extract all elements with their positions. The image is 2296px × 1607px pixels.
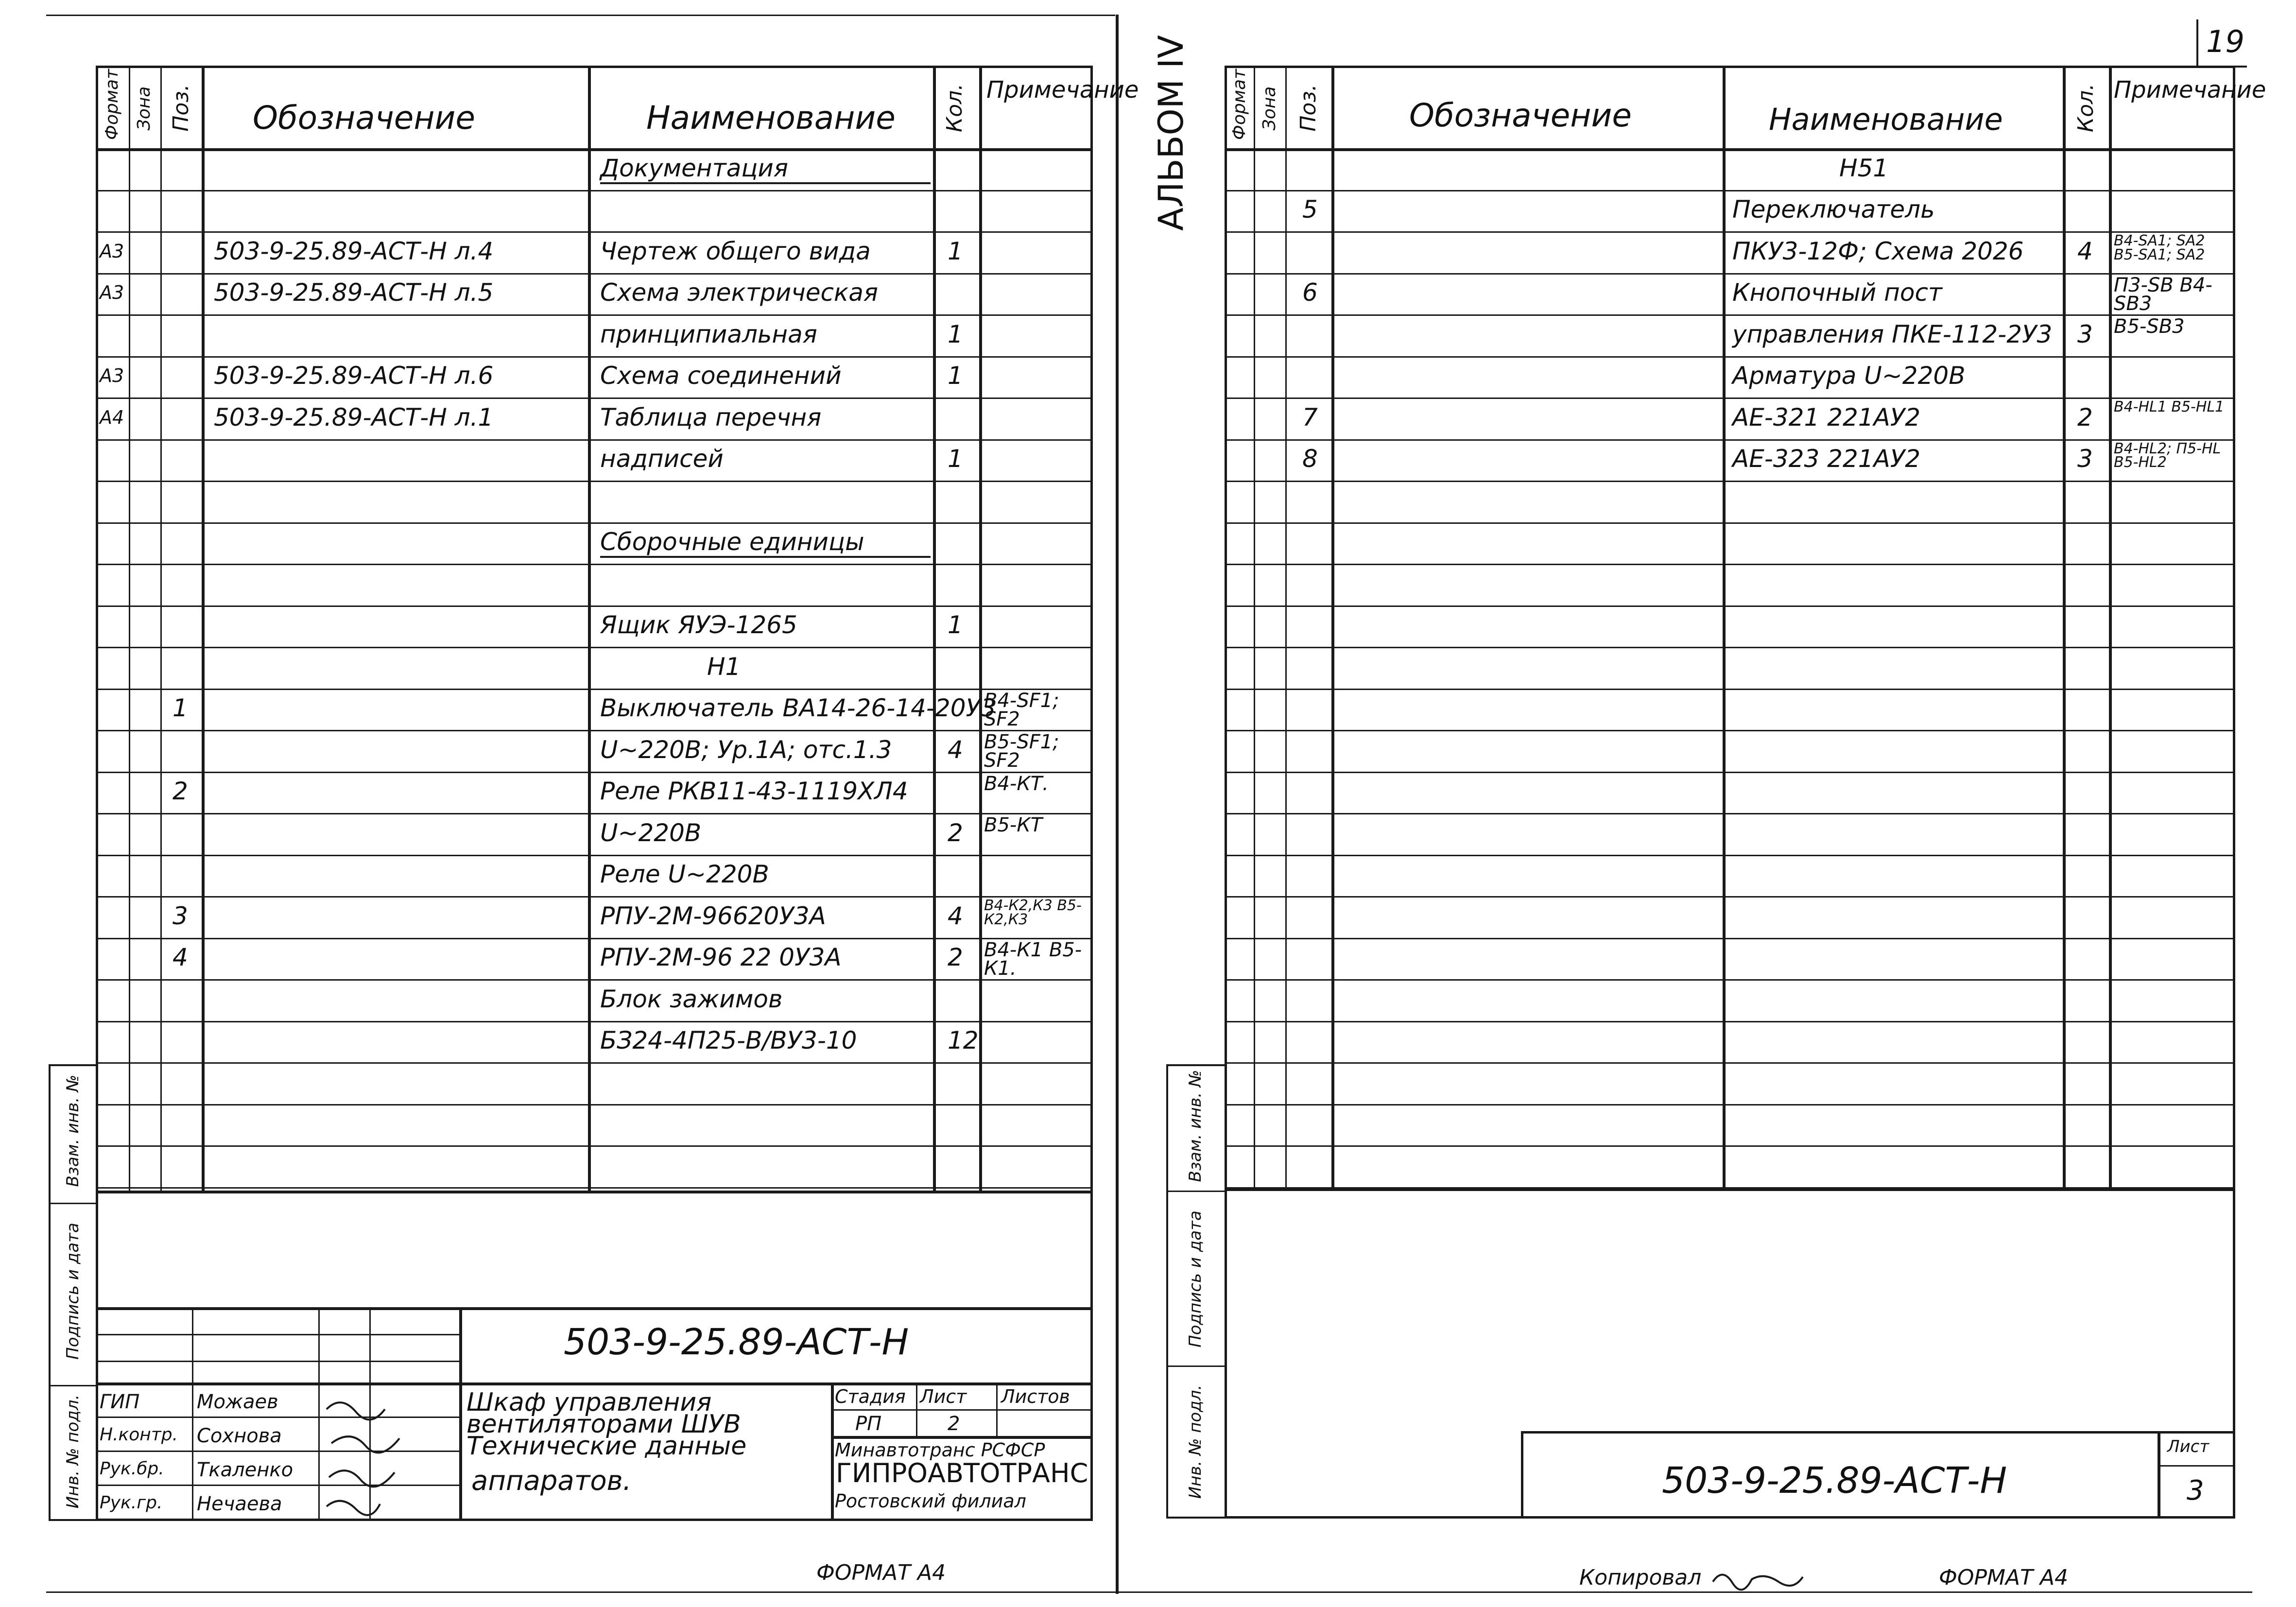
row-divider	[96, 730, 1093, 731]
left-title-line-3: Технические данные	[466, 1432, 747, 1461]
left-header-qty: Кол.	[942, 83, 967, 133]
left-qty-cell: 1	[948, 611, 963, 639]
left-note-cell	[984, 234, 1091, 272]
right-name-cell: управления ПКЕ-112-2У3	[1732, 320, 2053, 348]
row-divider	[96, 772, 1093, 773]
row-divider	[1225, 273, 2235, 275]
left-note-cell	[984, 858, 1091, 896]
left-name-cell: принципиальная	[600, 320, 817, 348]
left-note-cell: В4-КТ.	[984, 772, 1049, 795]
signer-role-1: ГИП	[100, 1391, 140, 1413]
left-title-code: 503-9-25.89-АСТ-Н	[564, 1321, 909, 1363]
left-side-label-replaced: Взам. инв. №	[63, 1074, 83, 1187]
left-pos-cell: 1	[173, 694, 188, 723]
row-divider	[1225, 605, 2235, 607]
row-divider	[96, 356, 1093, 358]
left-sheets-label: Листов	[1001, 1386, 1070, 1407]
right-note-cell: В4-НL1 В5-НL1	[2114, 398, 2225, 415]
right-qty-cell: 4	[2077, 237, 2093, 265]
left-org-line-3: Ростовский филиал	[835, 1490, 1026, 1512]
right-note-cell: В5-SВ3	[2114, 315, 2185, 338]
right-note-cell: В4-SA1; SA2 В5-SA1; SA2	[2114, 232, 2205, 263]
signer-name-4: Нечаева	[197, 1493, 282, 1515]
left-note-cell	[984, 1107, 1091, 1145]
left-pos-cell: 3	[173, 901, 188, 930]
left-stage-value: РП	[855, 1413, 882, 1435]
right-footer-format: ФОРМАТ А4	[1939, 1565, 2069, 1590]
left-note-cell	[984, 151, 1091, 189]
signature-marks	[322, 1390, 458, 1516]
right-name-cell: Арматура U~220В	[1732, 362, 1966, 390]
left-note-cell	[984, 400, 1091, 438]
row-divider	[1225, 730, 2235, 731]
left-designation-cell: 503-9-25.89-АСТ-Н л.4	[214, 237, 494, 265]
left-stage-label: Стадия	[835, 1386, 906, 1407]
left-org-line-1: Минавтотранс РСФСР	[835, 1439, 1045, 1461]
left-note-cell	[984, 1024, 1091, 1062]
right-header-pos: Поз.	[1296, 84, 1321, 132]
row-divider	[1225, 397, 2235, 399]
right-header-note: Примечание	[2114, 76, 2266, 104]
left-header-note: Примечание	[986, 76, 1139, 104]
row-divider	[1225, 190, 2235, 191]
right-name-cell: Н51	[1839, 154, 1889, 182]
left-qty-cell: 1	[948, 320, 963, 348]
left-pos-cell: 2	[173, 777, 188, 806]
left-pos-cell: 4	[173, 943, 188, 972]
left-note-cell: В5-КТ	[984, 814, 1043, 836]
left-format-cell: А3	[100, 365, 124, 387]
left-name-cell: Блок зажимов	[600, 985, 783, 1013]
bottom-border-line	[46, 1591, 2252, 1593]
right-name-cell: АЕ-323 221АУ2	[1732, 445, 1921, 473]
left-name-cell: надписей	[600, 445, 724, 473]
signer-role-4: Рук.гр.	[100, 1493, 163, 1513]
left-note-cell	[984, 567, 1091, 605]
right-pos-cell: 8	[1302, 445, 1318, 473]
left-name-cell: Таблица перечня	[600, 403, 822, 432]
left-name-cell: Схема электрическая	[600, 278, 878, 307]
right-sheet-value: 3	[2187, 1475, 2204, 1506]
right-title-code: 503-9-25.89-АСТ-Н	[1662, 1460, 2007, 1502]
row-divider	[96, 190, 1093, 191]
left-name-cell: Реле РКВ11-43-1119ХЛ4	[600, 777, 908, 806]
left-note-cell	[984, 484, 1091, 521]
left-designation-cell: 503-9-25.89-АСТ-Н л.5	[214, 278, 494, 307]
left-note-cell	[984, 982, 1091, 1020]
row-divider	[1225, 1104, 2235, 1106]
row-divider	[1225, 647, 2235, 648]
row-divider	[1225, 481, 2235, 482]
row-divider	[1225, 439, 2235, 441]
left-qty-cell: 12	[948, 1026, 979, 1055]
left-qty-cell: 4	[948, 735, 963, 764]
left-qty-cell: 1	[948, 362, 963, 390]
right-pos-cell: 6	[1302, 278, 1318, 307]
row-divider	[1225, 1187, 2235, 1189]
left-note-cell	[984, 276, 1091, 314]
left-name-cell: Выключатель ВА14-26-14-20У3	[600, 694, 996, 723]
row-divider	[96, 1145, 1093, 1147]
left-name-cell: Реле U~220В	[600, 860, 769, 889]
left-side-label-inventory: Инв. № подл.	[63, 1394, 83, 1509]
left-note-cell	[984, 317, 1091, 355]
row-divider	[1225, 896, 2235, 898]
signer-role-2: Н.контр.	[100, 1425, 178, 1445]
right-qty-cell: 3	[2077, 445, 2093, 473]
right-name-cell: АЕ-321 221АУ2	[1732, 403, 1921, 432]
copier-signature	[1710, 1562, 1808, 1591]
right-header-zone: Зона	[1260, 86, 1279, 131]
row-divider	[96, 231, 1093, 233]
left-title-line-1: Шкаф управления	[466, 1388, 712, 1417]
row-divider	[1225, 564, 2235, 565]
row-divider	[96, 1187, 1093, 1189]
left-sheet-label: Лист	[920, 1386, 967, 1407]
right-note-cell: П3-SВ В4-SВ3	[2114, 274, 2212, 315]
left-name-cell: РПУ-2М-96620У3А	[600, 901, 826, 930]
right-spec-frame	[1225, 66, 2266, 1519]
left-header-designation: Обозначение	[253, 99, 475, 137]
row-divider	[1225, 938, 2235, 939]
left-name-cell: Чертеж общего вида	[600, 237, 871, 265]
row-divider	[96, 605, 1093, 607]
right-side-label-replaced: Взам. инв. №	[1186, 1070, 1205, 1182]
sheet-divider	[1116, 15, 1119, 1594]
left-note-cell	[984, 442, 1091, 480]
row-divider	[1225, 1062, 2235, 1064]
row-divider	[96, 439, 1093, 441]
right-note-cell	[2114, 193, 2233, 231]
left-note-cell	[984, 608, 1091, 646]
row-divider	[96, 397, 1093, 399]
left-qty-cell: 1	[948, 445, 963, 473]
right-name-cell: Кнопочный пост	[1732, 278, 1943, 307]
left-qty-cell: 2	[948, 818, 963, 847]
signer-name-1: Можаев	[197, 1391, 278, 1413]
row-divider	[96, 564, 1093, 565]
left-designation-cell: 503-9-25.89-АСТ-Н л.6	[214, 362, 494, 390]
top-border-line	[46, 15, 1115, 16]
left-org-line-2: ГИПРОАВТОТРАНС	[836, 1458, 1088, 1488]
left-name-cell: Документация	[600, 156, 931, 184]
right-note-cell	[2114, 359, 2233, 397]
row-divider	[1225, 855, 2235, 856]
left-title-line-4: аппаратов.	[471, 1465, 632, 1497]
left-note-cell	[984, 525, 1091, 563]
signer-name-3: Ткаленко	[197, 1459, 293, 1481]
right-side-label-inventory: Инв. № подл.	[1186, 1384, 1205, 1499]
left-header-format: Формат	[102, 69, 122, 140]
row-divider	[1225, 689, 2235, 690]
left-format-cell: А4	[100, 406, 124, 428]
left-note-cell: В4-SF1; SF2	[984, 689, 1059, 730]
right-name-cell: Переключатель	[1732, 195, 1935, 224]
left-format-cell: А3	[100, 282, 124, 304]
left-note-cell	[984, 193, 1091, 231]
row-divider	[96, 481, 1093, 482]
left-name-cell: Ящик ЯУЭ-1265	[600, 611, 797, 639]
right-note-cell	[2114, 151, 2233, 189]
row-divider	[96, 647, 1093, 648]
right-qty-cell: 3	[2077, 320, 2093, 348]
left-name-cell: U~220В; Ур.1А; отс.1.3	[600, 735, 892, 764]
left-name-cell: Схема соединений	[600, 362, 842, 390]
left-header-zone: Зона	[134, 86, 154, 131]
right-sheet-label: Лист	[2167, 1437, 2210, 1456]
row-divider	[96, 896, 1093, 898]
left-qty-cell: 4	[948, 901, 963, 930]
album-label: АЛЬБОМ IV	[1151, 35, 1191, 231]
signer-name-2: Сохнова	[197, 1425, 282, 1447]
left-note-cell	[984, 359, 1091, 397]
right-header-format: Формат	[1229, 69, 1249, 140]
row-divider	[1225, 356, 2235, 358]
left-note-cell	[984, 1148, 1091, 1186]
row-divider	[1225, 231, 2235, 233]
right-footer-copied: Копировал	[1579, 1565, 1702, 1590]
left-name-cell: Н1	[707, 652, 741, 681]
row-divider	[96, 1062, 1093, 1064]
row-divider	[96, 1021, 1093, 1022]
left-name-cell: БЗ24-4П25-В/ВУ3-10	[600, 1026, 857, 1055]
left-qty-cell: 2	[948, 943, 963, 972]
left-side-label-signature: Подпись и дата	[63, 1223, 83, 1360]
right-pos-cell: 5	[1302, 195, 1318, 224]
row-divider	[1225, 314, 2235, 316]
right-pos-cell: 7	[1302, 403, 1318, 432]
row-divider	[96, 855, 1093, 856]
row-divider	[96, 689, 1093, 690]
right-header-name: Наименование	[1769, 102, 2003, 137]
row-divider	[96, 813, 1093, 814]
left-note-cell: В4-К2,К3 В5-К2,К3	[984, 897, 1082, 928]
right-header-designation: Обозначение	[1409, 97, 1632, 134]
right-side-label-signature: Подпись и дата	[1186, 1210, 1205, 1348]
signer-role-3: Рук.бр.	[100, 1459, 164, 1479]
left-name-cell: РПУ-2М-96 22 0У3А	[600, 943, 842, 972]
left-designation-cell: 503-9-25.89-АСТ-Н л.1	[214, 403, 494, 432]
left-note-cell: В4-К1 В5-К1.	[984, 938, 1082, 980]
right-note-cell: В4-НL2; П5-НL В5-НL2	[2114, 440, 2221, 471]
left-footer-format: ФОРМАТ А4	[816, 1560, 946, 1585]
left-sheet-value: 2	[948, 1413, 960, 1435]
row-divider	[1225, 979, 2235, 981]
row-divider	[96, 1104, 1093, 1106]
left-note-cell: В5-SF1; SF2	[984, 731, 1059, 772]
left-header-pos: Поз.	[169, 84, 193, 132]
left-header-name: Наименование	[646, 99, 896, 137]
row-divider	[1225, 1021, 2235, 1022]
row-divider	[96, 273, 1093, 275]
left-qty-cell: 1	[948, 237, 963, 265]
page-number: 19	[2206, 24, 2244, 59]
left-name-cell: U~220В	[600, 818, 702, 847]
row-divider	[1225, 1145, 2235, 1147]
row-divider	[96, 314, 1093, 316]
left-format-cell: А3	[100, 240, 124, 262]
left-name-cell: Сборочные единицы	[600, 530, 931, 558]
row-divider	[1225, 813, 2235, 814]
right-name-cell: ПКУ3-12Ф; Схема 2026	[1732, 237, 2024, 265]
left-title-line-2: вентиляторами ШУВ	[466, 1410, 741, 1439]
row-divider	[96, 979, 1093, 981]
row-divider	[1225, 772, 2235, 773]
right-header-qty: Кол.	[2073, 83, 2098, 133]
row-divider	[1225, 522, 2235, 524]
left-note-cell	[984, 1065, 1091, 1103]
row-divider	[96, 522, 1093, 524]
right-qty-cell: 2	[2077, 403, 2093, 432]
left-note-cell	[984, 650, 1091, 688]
row-divider	[96, 938, 1093, 939]
